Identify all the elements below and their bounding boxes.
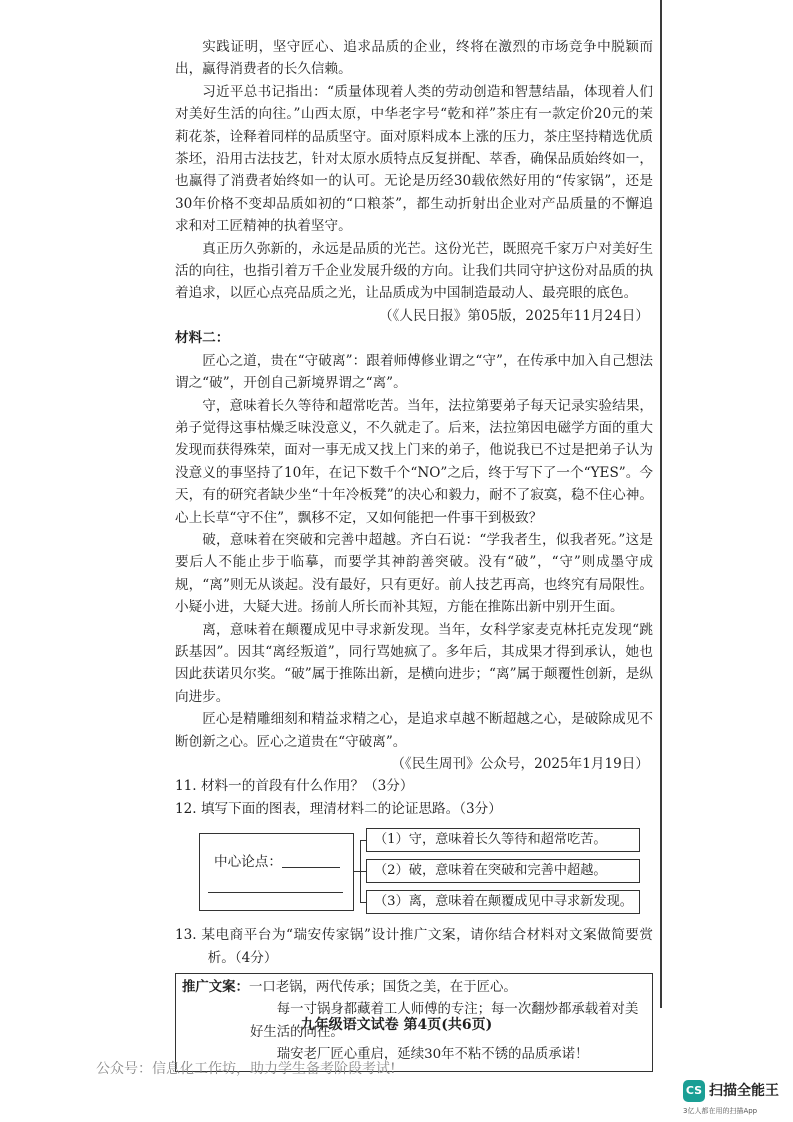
center-argument-box [199, 833, 354, 911]
ad-copy-line: 一口老锅，两代传承；国货之美，在于匠心。 [248, 980, 517, 996]
material-one-source: （《人民日报》第05版，2025年11月24日） [379, 307, 649, 324]
sub-argument-box: （2）破，意味着在突破和完善中超越。 [366, 859, 640, 883]
material-two-paragraph: 守，意味着长久等待和超常吃苦。当年，法拉第要弟子每天记录实验结果，弟子觉得这事枯燥乏味没意义，不久就走了。后来，法拉第因电磁学方面的重大发现而获得殊荣，面对一事无成又找上门来的弟子，他说我已不过是把弟子认为没意义的事坚持了10年，在记下数千个“NO”之后，终于写下了一个“YES”。今天，有的研究者缺少坐“十年冷板凳”的决心和毅力，耐不了寂寞，稳不住心神。心上长草“守不住”，飘移不定，又如何能把一件事干到极致？ [175, 397, 653, 526]
material-two-paragraph: 匠心之道，贵在“守破离”：跟着师傅修业谓之“守”，在传承中加入自己想法谓之“破”，开创自己新境界谓之“离”。 [175, 352, 653, 392]
material-two-source: （《民生周刊》公众号，2025年1月19日） [391, 756, 649, 772]
ad-copy-line: 每一寸锅身都藏着工人师傅的专注；每一次翻炒都承载着对美好生活的向往。 [250, 1002, 639, 1040]
ad-copy-label: 推广文案： [182, 979, 249, 996]
material-one-paragraph: 实践证明，坚守匠心、追求品质的企业，终将在激烈的市场竞争中脱颖而出，赢得消费者的长久信赖。 [175, 39, 653, 78]
center-argument-label: 中心论点： [214, 854, 282, 871]
answer-blank[interactable] [282, 867, 340, 868]
binding-line [660, 0, 662, 1008]
answer-blank[interactable] [208, 892, 343, 893]
sub-argument-box: （3）离，意味着在颠覆成见中寻求新发现。 [366, 890, 640, 914]
question-12: 12. 填写下面的图表，理清材料二的论证思路。（3分） [175, 800, 502, 817]
ad-copy-line: 瑞安老厂匠心重启，延续30年不粘不锈的品质承诺！ [276, 1047, 589, 1063]
material-two-paragraph: 破，意味着在突破和完善中超越。齐白石说：“学我者生，似我者死。”这是要后人不能止步于临摹，而要学其神韵善突破。没有“破”，“守”则成墨守成规，“离”则无从谈起。没有最好，只有更好。前人技艺再高，也终究有局限性。小疑小进，大疑大进。扬前人所长而补其短，方能在推陈出新中别开生面。 [175, 531, 653, 616]
sub-argument-box: （1）守，意味着长久等待和超常吃苦。 [366, 828, 640, 852]
argument-diagram [175, 824, 653, 920]
material-two-paragraph: 匠心是精雕细刻和精益求精之心，是追求卓越不断超越之心，是破除成见不断创新之心。匠心之道贵在“守破离”。 [175, 711, 653, 750]
material-two-paragraph: 离，意味着在颠覆成见中寻求新发现。当年，女科学家麦克林托克发现“跳跃基因”。因其“离经叛道”，同行骂她疯了。多年后，其成果才得到承认，她也因此获诺贝尔奖。“破”属于推陈出新，是横向进步；“离”属于颠覆性创新，是纵向进步。 [175, 621, 653, 705]
camscanner-app-name: 扫描全能王 [709, 1083, 779, 1099]
question-13: 13. 某电商平台为“瑞安传家锅”设计推广文案，请你结合材料对文案做简要赏析。（4分） [175, 927, 653, 966]
material-two-title: 材料二： [175, 330, 230, 347]
material-one-paragraph: 习近平总书记指出：“质量体现着人类的劳动创造和智慧结晶，体现着人们对美好生活的向往。”山西太原，中华老字号“乾和祥”茶庄有一款定价20元的茉莉花茶，诠释着同样的品质坚守。面对原料成本上涨的压力，茶庄坚持精选优质茶坯，沿用古法技艺，针对太原水质特点反复拼配、萃香，确保品质始终如一，也赢得了消费者始终如一的认可。无论是历经30载依然好用的“传家锅”，还是30年价格不变却品质如初的“口粮茶”，都生动折射出企业对产品质量的不懈追求和对工匠精神的执着坚守。 [175, 83, 653, 235]
camscanner-logo-icon: CS [683, 1080, 705, 1102]
camscanner-tagline: 3亿人都在用的扫描App [683, 1107, 758, 1115]
page-footer-title: 九年级语文试卷 第4页(共6页) [300, 1017, 493, 1033]
material-one-paragraph: 真正历久弥新的，永远是品质的光芒。这份光芒，既照亮千家万户对美好生活的向往，也指引着万千企业发展升级的方向。让我们共同守护这份对品质的执着追求，以匠心点亮品质之光，让品质成为中国制造最动人、最亮眼的底色。 [175, 240, 653, 302]
page-content [175, 36, 653, 1072]
question-11: 11. 材料一的首段有什么作用？（3分） [175, 778, 414, 795]
ad-copy-first-line [182, 976, 644, 999]
wechat-watermark: 公众号：信息化工作坊，助力学生备考阶段考试! [96, 1061, 396, 1077]
